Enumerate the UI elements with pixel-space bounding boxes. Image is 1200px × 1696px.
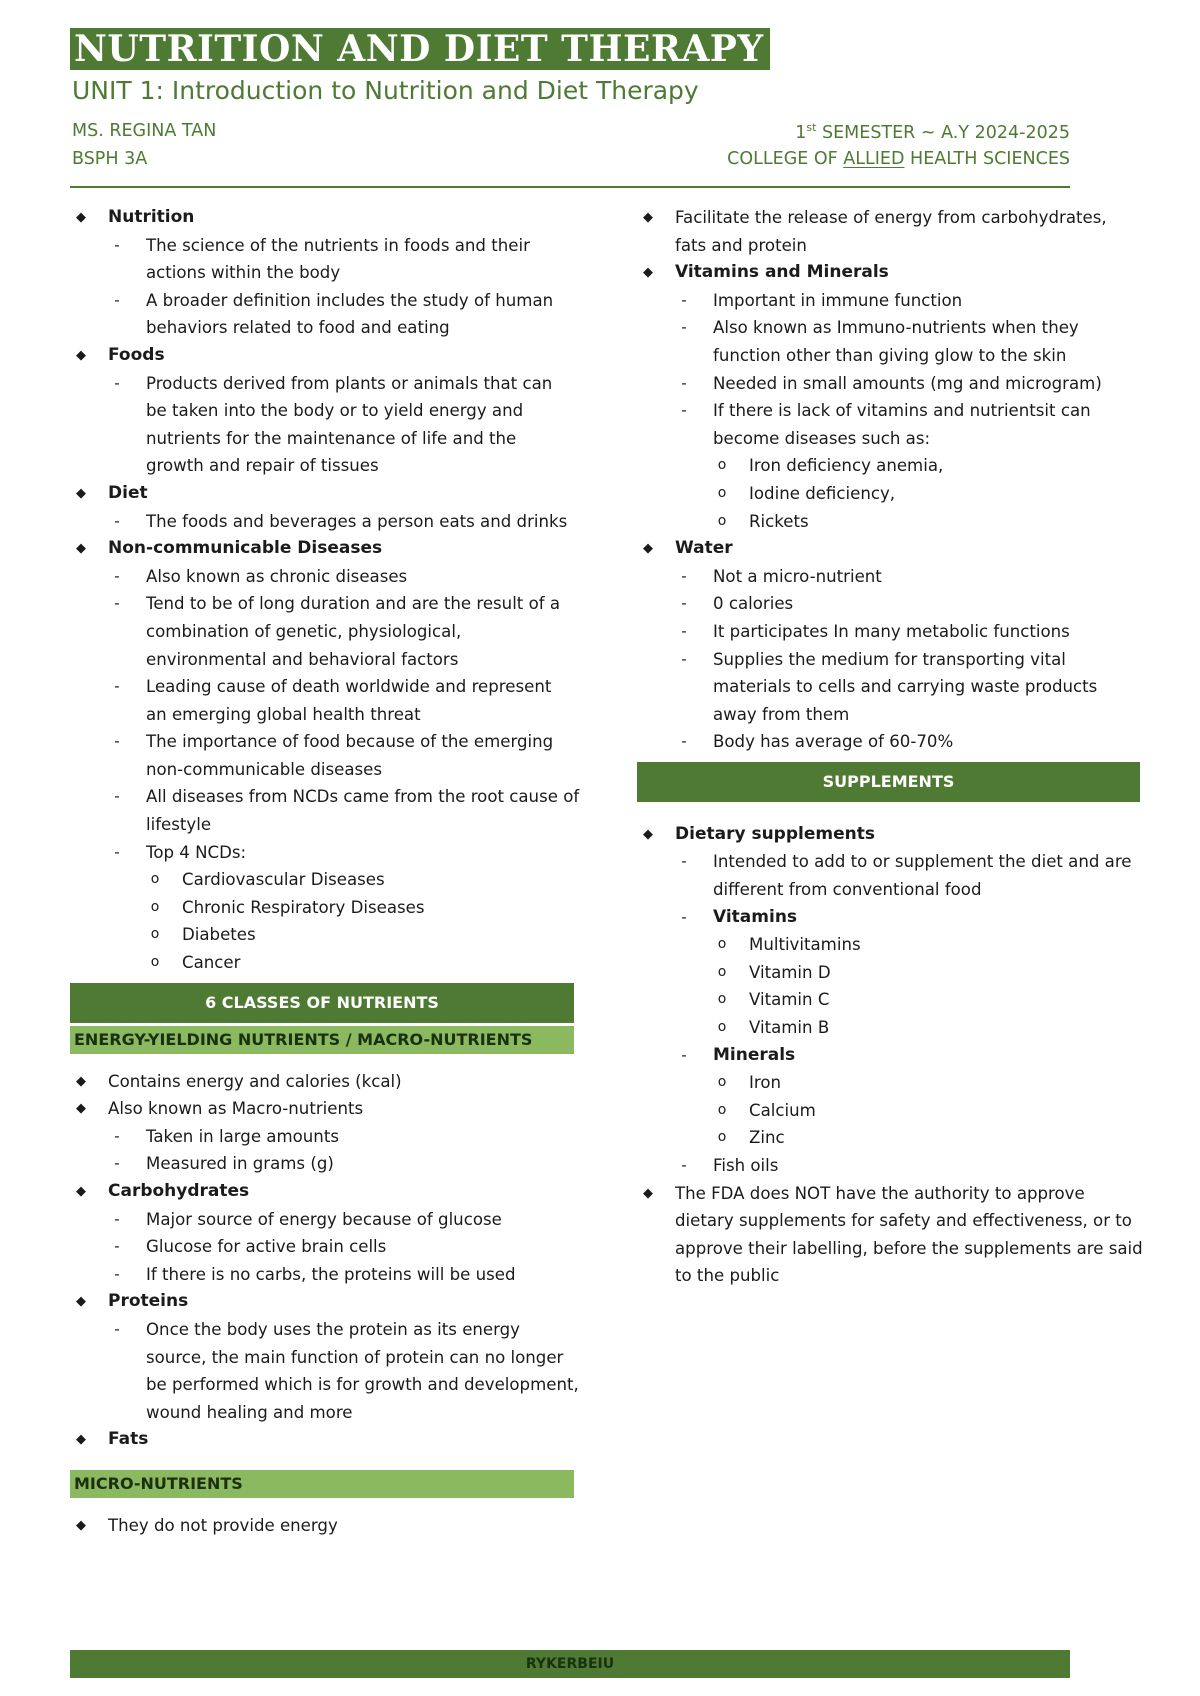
dash-bullet-icon: - bbox=[114, 787, 120, 806]
dash-bullet-icon: - bbox=[114, 511, 120, 530]
instructor-name: MS. REGINA TAN bbox=[72, 121, 217, 141]
dash-bullet-icon: - bbox=[114, 1237, 120, 1256]
dash-bullet-icon: - bbox=[681, 852, 687, 871]
list-item: - Body has average of 60-70% bbox=[637, 728, 1140, 756]
diamond-bullet-icon: ◆ bbox=[76, 541, 86, 557]
page-footer: RYKERBEIU bbox=[70, 1650, 1070, 1678]
circle-bullet-icon: o bbox=[150, 954, 160, 971]
sub-list-item: o Chronic Respiratory Diseases bbox=[70, 894, 574, 922]
diamond-bullet-icon: ◆ bbox=[76, 1073, 86, 1089]
dash-bullet-icon: - bbox=[114, 732, 120, 751]
list-item: - Leading cause of death worldwide and represent an emerging global health threat bbox=[70, 673, 574, 728]
list-item: - Minerals bbox=[637, 1042, 1140, 1070]
diamond-bullet-icon: ◆ bbox=[643, 1185, 653, 1201]
document-title: NUTRITION AND DIET THERAPY bbox=[70, 28, 770, 70]
list-item: - Tend to be of long duration and are the result of a combination of genetic, physiological, environmental and behavioral factors bbox=[70, 590, 574, 673]
list-item: - Important in immune function bbox=[637, 287, 1140, 315]
dash-bullet-icon: - bbox=[114, 373, 120, 392]
list-item: - The foods and beverages a person eats and drinks bbox=[70, 508, 574, 536]
dash-bullet-icon: - bbox=[681, 732, 687, 751]
list-item: - Glucose for active brain cells bbox=[70, 1233, 574, 1261]
dash-bullet-icon: - bbox=[114, 1319, 120, 1338]
bullet-ncd: ◆ Non-communicable Diseases bbox=[70, 535, 574, 563]
sub-list-item: o Iron deficiency anemia, bbox=[637, 452, 1140, 480]
bullet-water: ◆ Water bbox=[637, 535, 1140, 563]
list-item: - Fish oils bbox=[637, 1152, 1140, 1180]
list-item: - Intended to add to or supplement the diet and are different from conventional food bbox=[637, 848, 1140, 903]
list-item: - Also known as chronic diseases bbox=[70, 563, 574, 591]
list-item: - Taken in large amounts bbox=[70, 1123, 574, 1151]
circle-bullet-icon: o bbox=[717, 963, 727, 980]
sub-list-item: o Vitamin C bbox=[637, 986, 1140, 1014]
list-item: - A broader definition includes the study of human behaviors related to food and eating bbox=[70, 287, 574, 342]
diamond-bullet-icon: ◆ bbox=[76, 1101, 86, 1117]
dash-bullet-icon: - bbox=[681, 401, 687, 420]
list-item: - 0 calories bbox=[637, 590, 1140, 618]
diamond-bullet-icon: ◆ bbox=[76, 210, 86, 225]
list-item: - The importance of food because of the emerging non-communicable diseases bbox=[70, 728, 574, 783]
dash-bullet-icon: - bbox=[114, 842, 120, 861]
diamond-bullet-icon: ◆ bbox=[76, 1517, 86, 1533]
dash-bullet-icon: - bbox=[681, 318, 687, 337]
diamond-bullet-icon: ◆ bbox=[643, 541, 653, 557]
list-item: - Vitamins bbox=[637, 904, 1140, 932]
dash-bullet-icon: - bbox=[681, 290, 687, 309]
circle-bullet-icon: o bbox=[717, 936, 727, 953]
diamond-bullet-icon: ◆ bbox=[76, 347, 86, 363]
dash-bullet-icon: - bbox=[114, 594, 120, 613]
sub-list-item: o Cardiovascular Diseases bbox=[70, 866, 574, 894]
dash-bullet-icon: - bbox=[114, 1209, 120, 1228]
circle-bullet-icon: o bbox=[717, 1101, 727, 1118]
sub-list-item: o Vitamin D bbox=[637, 959, 1140, 987]
list-item: - Top 4 NCDs: bbox=[70, 839, 574, 867]
dash-bullet-icon: - bbox=[681, 373, 687, 392]
sub-list-item: o Zinc bbox=[637, 1124, 1140, 1152]
bullet-foods: ◆ Foods bbox=[70, 342, 574, 370]
circle-bullet-icon: o bbox=[150, 871, 160, 888]
dash-bullet-icon: - bbox=[681, 907, 687, 926]
dash-bullet-icon: - bbox=[114, 1126, 120, 1145]
list-item: - Once the body uses the protein as its energy source, the main function of protein can no longer be performed which is for growth and development, wound healing and more bbox=[70, 1316, 574, 1426]
diamond-bullet-icon: ◆ bbox=[643, 265, 653, 281]
sub-list-item: o Multivitamins bbox=[637, 931, 1140, 959]
bullet-proteins: ◆ Proteins bbox=[70, 1288, 574, 1316]
list-item: ◆ The FDA does NOT have the authority to approve dietary supplements for safety and effectiveness, or to approve their labelling, before the supplements are said to the public bbox=[637, 1180, 1140, 1290]
list-item: - The science of the nutrients in foods and their actions within the body bbox=[70, 232, 574, 287]
college-name: COLLEGE OF ALLIED HEALTH SCIENCES bbox=[727, 149, 1070, 169]
diamond-bullet-icon: ◆ bbox=[76, 1432, 86, 1448]
list-item: - Supplies the medium for transporting vital materials to cells and carrying waste products away from them bbox=[637, 646, 1140, 729]
dash-bullet-icon: - bbox=[681, 594, 687, 613]
dash-bullet-icon: - bbox=[681, 621, 687, 640]
list-item: - Not a micro-nutrient bbox=[637, 563, 1140, 591]
bullet-diet: ◆ Diet bbox=[70, 480, 574, 508]
dash-bullet-icon: - bbox=[681, 1045, 687, 1064]
dash-bullet-icon: - bbox=[681, 566, 687, 585]
diamond-bullet-icon: ◆ bbox=[76, 1294, 86, 1310]
subsection-header-macro: ENERGY-YIELDING NUTRIENTS / MACRO-NUTRIENTS bbox=[70, 1026, 574, 1054]
sub-list-item: o Diabetes bbox=[70, 921, 574, 949]
sub-list-item: o Vitamin B bbox=[637, 1014, 1140, 1042]
list-item: - All diseases from NCDs came from the root cause of lifestyle bbox=[70, 783, 574, 838]
dash-bullet-icon: - bbox=[681, 649, 687, 668]
right-column bbox=[637, 204, 1143, 1290]
circle-bullet-icon: o bbox=[717, 484, 727, 501]
bullet-fats: ◆ Fats bbox=[70, 1426, 574, 1454]
circle-bullet-icon: o bbox=[717, 512, 727, 529]
sub-list-item: o Rickets bbox=[637, 508, 1140, 536]
circle-bullet-icon: o bbox=[150, 898, 160, 915]
left-column bbox=[70, 204, 580, 1540]
circle-bullet-icon: o bbox=[150, 926, 160, 943]
header-divider bbox=[70, 186, 1070, 188]
list-item: ◆ Also known as Macro-nutrients bbox=[70, 1095, 574, 1123]
list-item: ◆ They do not provide energy bbox=[70, 1512, 574, 1540]
diamond-bullet-icon: ◆ bbox=[76, 485, 86, 501]
list-item: ◆ Facilitate the release of energy from carbohydrates, fats and protein bbox=[637, 204, 1140, 259]
circle-bullet-icon: o bbox=[717, 1019, 727, 1036]
list-item: - Products derived from plants or animals that can be taken into the body or to yield energy and nutrients for the maintenance of life and the growth and repair of tissues bbox=[70, 370, 574, 480]
dash-bullet-icon: - bbox=[114, 235, 120, 254]
semester-info: 1st SEMESTER ~ A.Y 2024-2025 bbox=[795, 121, 1070, 143]
section-header-classes: 6 CLASSES OF NUTRIENTS bbox=[70, 983, 574, 1023]
section-header-supplements: SUPPLEMENTS bbox=[637, 762, 1140, 802]
circle-bullet-icon: o bbox=[717, 991, 727, 1008]
dash-bullet-icon: - bbox=[114, 290, 120, 309]
list-item: - Measured in grams (g) bbox=[70, 1150, 574, 1178]
circle-bullet-icon: o bbox=[717, 1074, 727, 1091]
class-section: BSPH 3A bbox=[72, 149, 148, 169]
dash-bullet-icon: - bbox=[681, 1156, 687, 1174]
list-item: - If there is no carbs, the proteins will be used bbox=[70, 1261, 574, 1289]
circle-bullet-icon: o bbox=[717, 457, 727, 474]
diamond-bullet-icon: ◆ bbox=[643, 210, 653, 225]
sub-list-item: o Cancer bbox=[70, 949, 574, 977]
list-item: - Needed in small amounts (mg and microgram) bbox=[637, 370, 1140, 398]
diamond-bullet-icon: ◆ bbox=[76, 1184, 86, 1199]
list-item: - It participates In many metabolic functions bbox=[637, 618, 1140, 646]
subsection-header-micro: MICRO-NUTRIENTS bbox=[70, 1470, 574, 1498]
sub-list-item: o Iron bbox=[637, 1069, 1140, 1097]
list-item: - Also known as Immuno-nutrients when they function other than giving glow to the skin bbox=[637, 314, 1140, 369]
dash-bullet-icon: - bbox=[114, 677, 120, 696]
bullet-nutrition: ◆ Nutrition bbox=[70, 204, 574, 232]
bullet-carbohydrates: ◆ Carbohydrates bbox=[70, 1178, 574, 1206]
dash-bullet-icon: - bbox=[114, 1154, 120, 1173]
sub-list-item: o Iodine deficiency, bbox=[637, 480, 1140, 508]
bullet-vitamins-minerals: ◆ Vitamins and Minerals bbox=[637, 259, 1140, 287]
document-subtitle: UNIT 1: Introduction to Nutrition and Diet Therapy bbox=[72, 76, 699, 105]
diamond-bullet-icon: ◆ bbox=[643, 826, 653, 842]
dash-bullet-icon: - bbox=[114, 1264, 120, 1283]
bullet-dietary-supplements: ◆ Dietary supplements bbox=[637, 821, 1140, 849]
dash-bullet-icon: - bbox=[114, 566, 120, 585]
circle-bullet-icon: o bbox=[717, 1129, 727, 1146]
list-item: ◆ Contains energy and calories (kcal) bbox=[70, 1068, 574, 1096]
sub-list-item: o Calcium bbox=[637, 1097, 1140, 1125]
list-item: - If there is lack of vitamins and nutrientsit can become diseases such as: bbox=[637, 397, 1140, 452]
list-item: - Major source of energy because of glucose bbox=[70, 1206, 574, 1234]
